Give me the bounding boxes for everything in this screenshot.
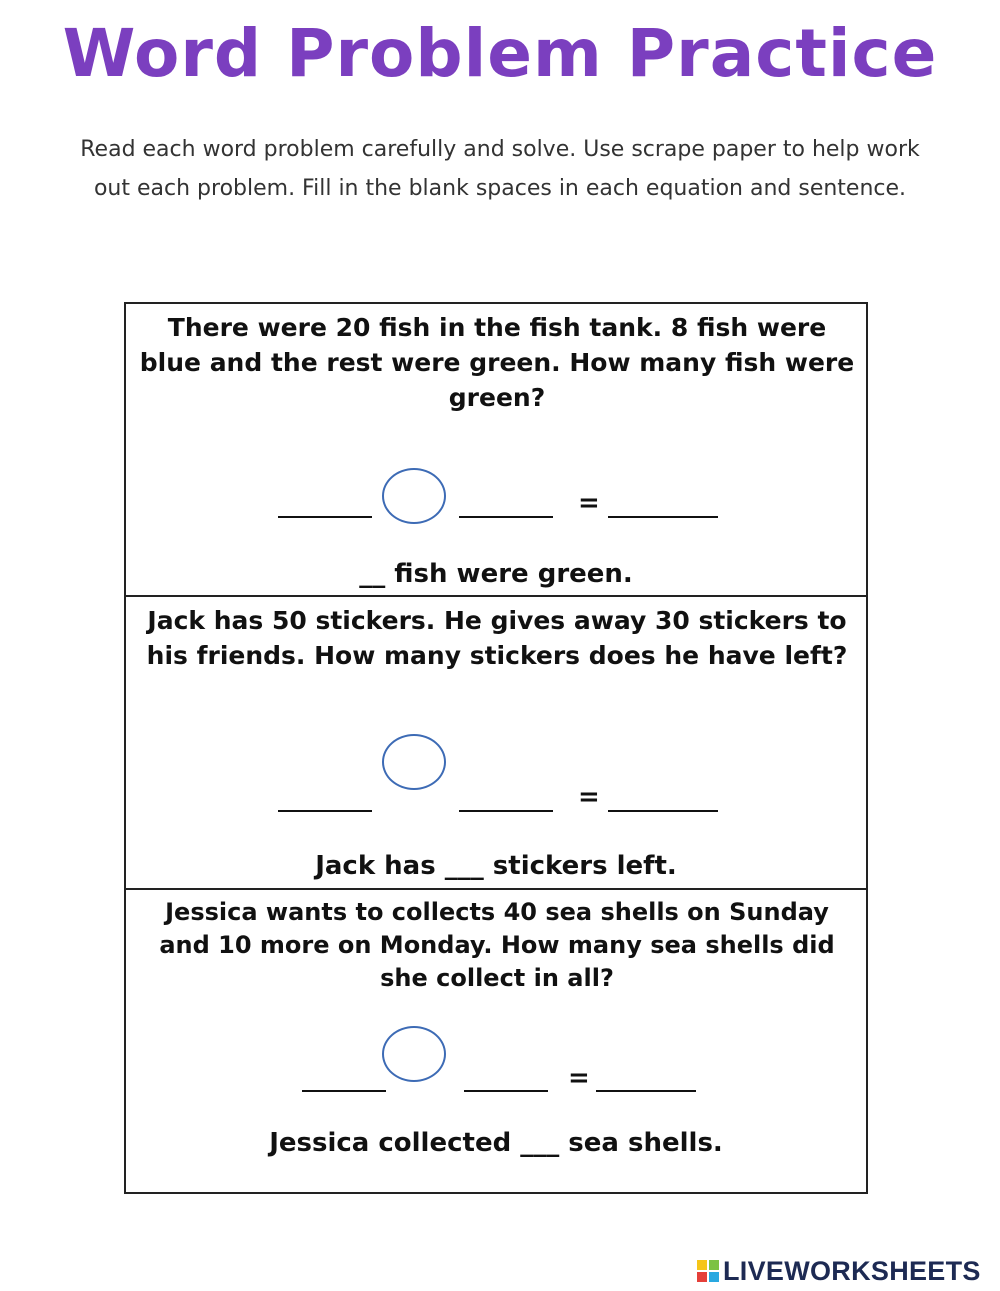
problem-3-operator-circle[interactable] — [382, 1026, 446, 1082]
problem-1-blank-answer[interactable] — [608, 516, 718, 518]
problem-2-operator-circle[interactable] — [382, 734, 446, 790]
problem-2-blank-second-number[interactable] — [459, 810, 553, 812]
page-title: Word Problem Practice — [62, 15, 938, 92]
problem-1-blank-second-number[interactable] — [459, 516, 553, 518]
problem-3-blank-second-number[interactable] — [464, 1090, 548, 1092]
problem-1-answer-sentence: __ fish were green. — [359, 559, 633, 589]
problem-2-blank-answer[interactable] — [608, 810, 718, 812]
problem-1-blank-first-number[interactable] — [278, 516, 372, 518]
liveworksheets-logo — [697, 1255, 981, 1287]
liveworksheets-logo-icon — [697, 1260, 719, 1282]
problem-2 — [126, 597, 866, 890]
problem-3-question: Jessica wants to collects 40 sea shells on Sunday and 10 more on Monday. How many sea shells did she collect in all? — [159, 898, 835, 992]
problem-1 — [126, 304, 866, 597]
instructions-line-1: Read each word problem carefully and solve. Use scrape paper to help work — [80, 137, 920, 162]
liveworksheets-logo-text: LIVEWORKSHEETS — [723, 1255, 981, 1286]
problem-1-equals-sign: = — [578, 488, 600, 518]
instructions-line-2: out each problem. Fill in the blank spaces in each equation and sentence. — [93, 176, 907, 201]
problem-2-answer-sentence: Jack has ___ stickers left. — [315, 851, 677, 881]
problem-1-operator-circle[interactable] — [382, 468, 446, 524]
problem-1-question: There were 20 fish in the fish tank. 8 fish were blue and the rest were green. How many fish were green? — [139, 313, 855, 412]
problem-3 — [126, 890, 866, 1192]
worksheet-table — [124, 302, 868, 1194]
problem-3-blank-first-number[interactable] — [302, 1090, 386, 1092]
problem-2-question: Jack has 50 stickers. He gives away 30 stickers to his friends. How many stickers does he have left? — [146, 606, 848, 670]
instructions — [40, 130, 960, 208]
problem-3-answer-sentence: Jessica collected ___ sea shells. — [269, 1128, 723, 1158]
problem-2-blank-first-number[interactable] — [278, 810, 372, 812]
problem-2-equals-sign: = — [578, 782, 600, 812]
problem-3-blank-answer[interactable] — [596, 1090, 696, 1092]
problem-3-equals-sign: = — [568, 1063, 590, 1093]
